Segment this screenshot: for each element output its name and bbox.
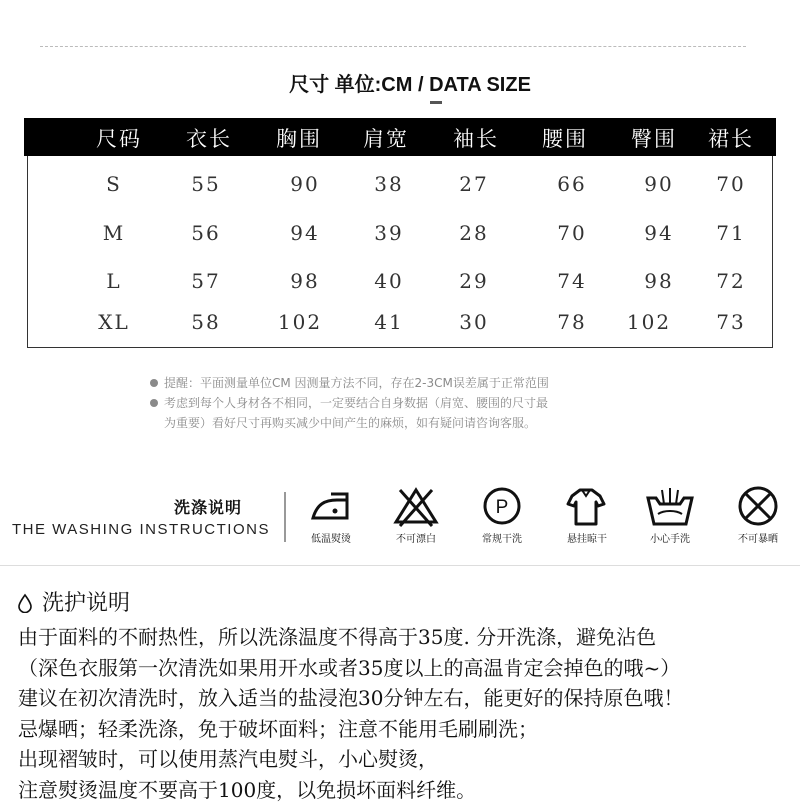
table-cell: 39: [374, 221, 403, 245]
washing-title-cn: 洗涤说明: [174, 495, 242, 518]
washing-divider: [284, 492, 286, 542]
header-bust: 胸围: [276, 123, 322, 153]
table-cell: L: [106, 269, 121, 293]
table-cell: 72: [716, 269, 745, 293]
header-size: 尺码: [96, 123, 142, 153]
table-cell: M: [103, 221, 125, 245]
table-cell: 102: [627, 310, 671, 334]
table-cell: 94: [644, 221, 673, 245]
note-text: 考虑到每个人身材各不相同，一定要结合自身数据（肩宽、腰围的尺寸最: [164, 396, 548, 410]
table-cell: 78: [557, 310, 586, 334]
bullet-icon: [150, 399, 158, 407]
table-cell: 98: [644, 269, 673, 293]
table-cell: 29: [459, 269, 488, 293]
table-cell: XL: [98, 310, 130, 334]
table-cell: 38: [374, 172, 403, 196]
header-hip: 臀围: [631, 123, 677, 153]
note-text-continued: 为重要）看好尺寸再购买减少中间产生的麻烦，如有疑问请咨询客服。: [148, 413, 708, 433]
table-cell: 90: [290, 172, 319, 196]
table-cell: 30: [459, 310, 488, 334]
bullet-icon: [150, 379, 158, 387]
note-item: [148, 393, 708, 413]
care-label: 常规干洗: [462, 530, 542, 545]
table-cell: 28: [459, 221, 488, 245]
care-label: 小心手洗: [630, 530, 710, 545]
note-text: 提醒：平面测量单位CM 因测量方法不同，存在2-3CM误差属于正常范围: [164, 376, 549, 390]
table-header: [24, 118, 776, 156]
table-cell: 70: [557, 221, 586, 245]
washing-title-en: THE WASHING INSTRUCTIONS: [12, 521, 270, 538]
table-body: [27, 156, 773, 348]
header-skirt-length: 裙长: [708, 123, 754, 153]
table-cell: 98: [290, 269, 319, 293]
table-cell: 66: [557, 172, 586, 196]
table-cell: 40: [374, 269, 403, 293]
size-chart-title: 尺寸 单位:CM / DATA SIZE: [0, 68, 800, 97]
care-line: 由于面料的不耐热性，所以洗涤温度不得高于35度. 分开洗涤，避免沾色: [18, 622, 800, 653]
header-sleeve: 袖长: [453, 123, 499, 153]
water-drop-icon: [18, 593, 32, 619]
table-cell: 27: [459, 172, 488, 196]
table-cell: 90: [644, 172, 673, 196]
care-line: 忌爆晒；轻柔洗涤，免于破坏面料；注意不能用毛刷刷洗；: [18, 714, 800, 745]
care-label: 低温熨烫: [291, 530, 371, 545]
table-cell: 71: [716, 221, 745, 245]
table-cell: S: [106, 172, 122, 196]
care-line: 建议在初次清洗时，放入适当的盐浸泡30分钟左右，能更好的保持原色哦！: [18, 683, 800, 714]
care-heading: [18, 586, 130, 619]
care-heading-text: 洗护说明: [42, 591, 130, 616]
svg-text:P: P: [496, 497, 509, 518]
care-line: （深色衣服第一次清洗如果用开水或者35度以上的高温肯定会掉色的哦~）: [18, 653, 800, 684]
table-cell: 94: [290, 221, 319, 245]
section-divider: [0, 565, 800, 566]
table-cell: 74: [557, 269, 586, 293]
table-cell: 41: [374, 310, 403, 334]
care-label: 悬挂晾干: [547, 530, 627, 545]
table-cell: 102: [278, 310, 322, 334]
measurement-notes: [148, 373, 708, 433]
table-cell: 56: [191, 221, 220, 245]
care-line: 出现褶皱时，可以使用蒸汽电熨斗，小心熨烫，: [18, 744, 800, 775]
top-divider: [40, 46, 746, 47]
table-cell: 58: [191, 310, 220, 334]
care-instructions: [18, 622, 800, 805]
care-label: 不可漂白: [376, 530, 456, 545]
table-cell: 70: [716, 172, 745, 196]
header-shoulder: 肩宽: [363, 123, 409, 153]
header-length: 衣长: [186, 123, 232, 153]
header-waist: 腰围: [542, 123, 588, 153]
title-underline: [430, 101, 442, 104]
care-label: 不可暴晒: [718, 530, 798, 545]
table-cell: 55: [191, 172, 220, 196]
table-cell: 57: [191, 269, 220, 293]
size-table: [24, 118, 776, 350]
table-cell: 73: [716, 310, 745, 334]
care-line: 注意熨烫温度不要高于100度，以免损坏面料纤维。: [18, 775, 800, 805]
note-item: [148, 373, 708, 393]
